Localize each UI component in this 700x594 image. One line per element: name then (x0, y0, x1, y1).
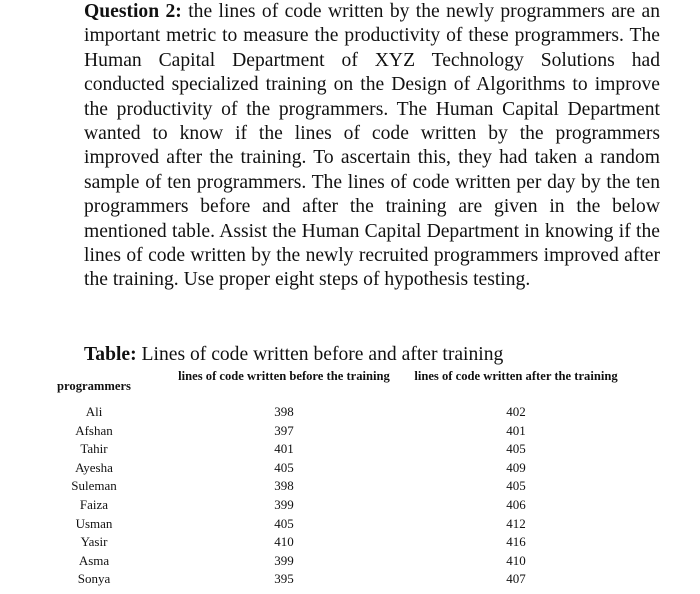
after-value-cell: 412 (506, 515, 526, 531)
question-text: the lines of code written by the newly programmers are an important metric to measure the productivity of these programmers. The Human Capital Department of XYZ Technology Solutions had conducted specialized training on the Design of Algorithms to improve the productivity of the programmers. The Human Capital Department wanted to know if the lines of code written by the programmers improved after the training. To ascertain this, they had taken a random sample of ten programmers. The lines of code written per day by the ten programmers before and after the training are given in the below mentioned table. Assist the Human Capital Department in knowing if the lines of code written by the newly recruited programmers improved after the training. Use proper eight steps of hypothesis testing. (84, 1, 660, 291)
column-header-before: lines of code written before the training (178, 369, 390, 383)
after-value-cell: 407 (506, 571, 526, 587)
table-row (34, 552, 618, 571)
after-value-cell: 405 (506, 478, 526, 494)
data-table (34, 369, 618, 589)
table-row (34, 533, 618, 552)
after-value-cell: 416 (506, 534, 526, 550)
table-caption-text: Lines of code written before and after training (136, 344, 504, 365)
table-row (34, 570, 618, 589)
table-row (34, 496, 618, 515)
table-row (34, 459, 618, 478)
programmer-name-cell: Ayesha (75, 459, 113, 475)
programmer-name-cell: Usman (75, 515, 113, 531)
programmer-name-cell: Suleman (71, 478, 117, 494)
programmer-name-cell: Afshan (75, 422, 113, 438)
before-value-cell: 399 (274, 496, 294, 512)
column-header-programmers: programmers (57, 378, 131, 393)
programmer-name-cell: Faiza (79, 496, 109, 512)
programmer-name-cell: Ali (85, 404, 103, 419)
before-value-cell: 399 (274, 552, 294, 568)
programmer-name-cell: Sonya (77, 571, 111, 587)
table-caption-label: Table: (84, 344, 137, 365)
column-header-after: lines of code written after the training (414, 369, 618, 383)
question-paragraph (84, 0, 660, 293)
table-body (34, 403, 618, 589)
question-label: Question 2: (84, 1, 182, 22)
programmer-name-cell: Tahir (80, 441, 108, 457)
before-value-cell: 397 (274, 422, 294, 438)
after-value-cell: 402 (506, 404, 526, 419)
after-value-cell: 405 (506, 441, 526, 457)
after-value-cell: 410 (506, 552, 526, 568)
before-value-cell: 405 (274, 459, 294, 475)
after-value-cell: 406 (506, 496, 526, 512)
after-value-cell: 401 (506, 422, 526, 438)
table-row (34, 477, 618, 496)
before-value-cell: 398 (274, 478, 294, 494)
before-value-cell: 410 (274, 534, 294, 550)
table-caption (84, 343, 503, 367)
table-row (34, 515, 618, 534)
table-row (34, 403, 618, 422)
before-value-cell: 398 (274, 404, 294, 419)
after-value-cell: 409 (506, 459, 526, 475)
before-value-cell: 405 (274, 515, 294, 531)
programmer-name-cell: Asma (78, 552, 110, 568)
table-row (34, 440, 618, 459)
programmer-name-cell: Yasir (80, 534, 108, 550)
before-value-cell: 395 (274, 571, 294, 587)
before-value-cell: 401 (274, 441, 294, 457)
table-header-row (34, 369, 618, 403)
table-row (34, 422, 618, 441)
